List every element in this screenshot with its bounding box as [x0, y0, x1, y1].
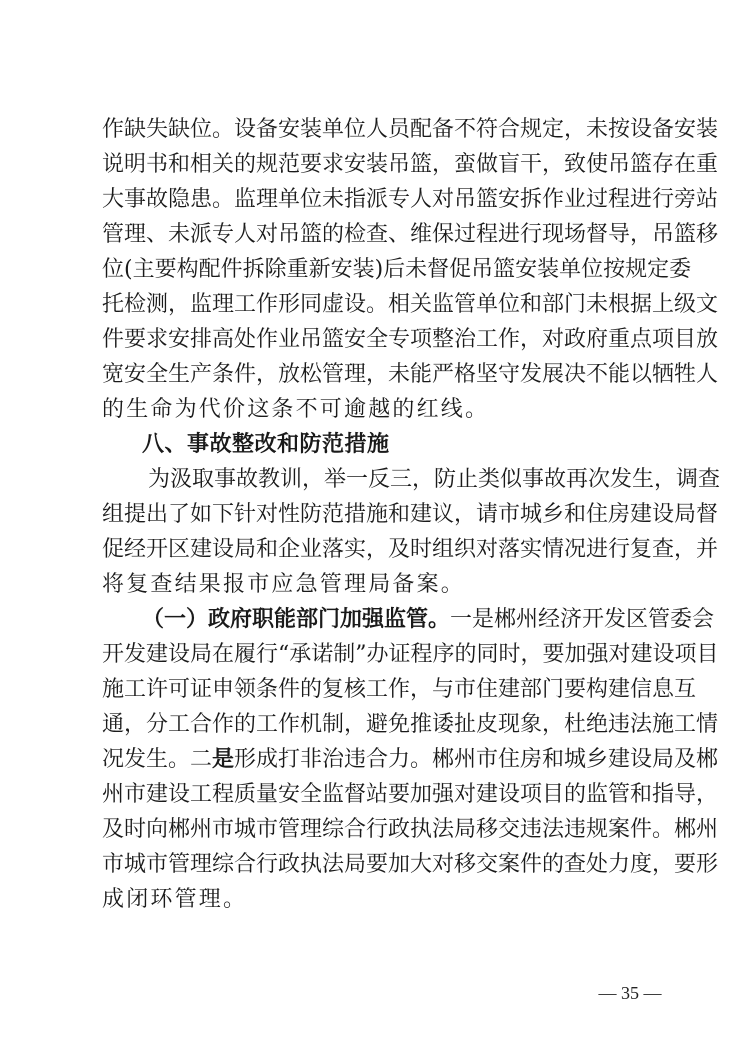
text-line	[102, 602, 715, 637]
text-line: 为汲取事故教训，举一反三，防止类似事故再次发生，调查	[148, 467, 721, 492]
section-heading: 八、事故整改和防范措施	[142, 432, 390, 457]
text-line: 及时向郴州市城市管理综合行政执法局移交违法违规案件。郴州	[102, 817, 719, 842]
text-line: 州市建设工程质量安全监督站要加强对建设项目的监管和指导，	[102, 782, 719, 807]
bold-span: 是	[212, 746, 235, 772]
document-body	[102, 112, 721, 917]
text-line: 件要求安排高处作业吊篮安全专项整治工作，对政府重点项目放	[102, 327, 719, 352]
text-line: 位(主要构配件拆除重新安装)后未督促吊篮安装单位按规定委	[102, 257, 692, 282]
text-line: 施工许可证申领条件的复核工作，与市住建部门要构建信息互	[102, 677, 697, 702]
subheading-bold: （一）政府职能部门加强监管。	[142, 606, 451, 632]
page-number: — 35 —	[598, 983, 662, 1003]
text-line: 通，分工合作的工作机制，避免推诿扯皮现象，杜绝违法施工情	[102, 712, 719, 737]
paragraph-government-supervision	[102, 602, 719, 917]
text-span: 况发生。二	[102, 747, 213, 772]
text-line: 促经开区建设局和企业落实，及时组织对落实情况进行复查，并	[102, 537, 719, 562]
text-line: 说明书和相关的规范要求安装吊篮，蛮做盲干，致使吊篮存在重	[102, 152, 719, 177]
text-line: 托检测，监理工作形同虚设。相关监管单位和部门未根据上级文	[102, 292, 719, 317]
text-span: 一是郴州经济开发区管委会	[450, 607, 715, 632]
text-line: 开发建设局在履行“承诺制”办证程序的同时，要加强对建设项目	[102, 642, 719, 667]
text-line	[102, 742, 719, 777]
text-line: 将复查结果报市应急管理局备案。	[102, 572, 466, 597]
paragraph-responsibility	[102, 112, 719, 427]
text-line: 成闭环管理。	[102, 887, 248, 912]
text-span: 形成打非治违合力。郴州市住房和城乡建设局及郴	[234, 747, 719, 772]
text-line: 管理、未派专人对吊篮的检查、维保过程进行现场督导，吊篮移	[102, 222, 719, 247]
text-line: 的生命为代价这条不可逾越的红线。	[102, 397, 490, 422]
text-line: 宽安全生产条件，放松管理，未能严格坚守发展决不能以牺牲人	[102, 362, 719, 387]
paragraph-intro	[102, 462, 721, 602]
text-line: 组提出了如下针对性防范措施和建议，请市城乡和住房建设局督	[102, 502, 719, 527]
text-line: 作缺失缺位。设备安装单位人员配备不符合规定，未按设备安装	[102, 117, 719, 142]
text-line: 大事故隐患。监理单位未指派专人对吊篮安拆作业过程进行旁站	[102, 187, 719, 212]
text-line: 市城市管理综合行政执法局要加大对移交案件的查处力度，要形	[102, 852, 719, 877]
